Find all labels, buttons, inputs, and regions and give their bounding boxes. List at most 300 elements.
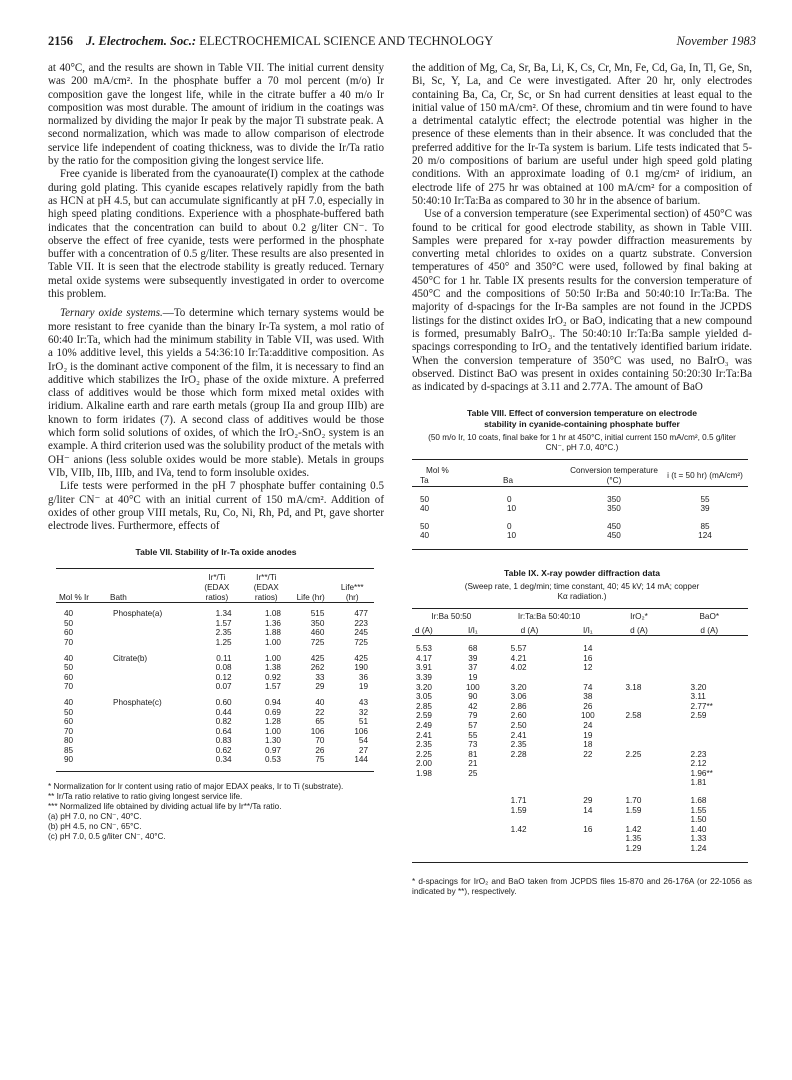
table-cell [412, 825, 455, 835]
table-cell: 22 [583, 749, 593, 759]
table-cell: 1.00 [265, 726, 281, 736]
table9-group-header: Ir:Ta:Ba 50:40:10 [517, 611, 581, 621]
table-cell: 144 [354, 755, 368, 765]
table-cell: 1.57 [215, 618, 232, 628]
table-cell [412, 796, 455, 806]
table-row [412, 844, 748, 854]
table-cell: 2.50 [510, 720, 527, 730]
table-row [412, 531, 748, 541]
table9 [412, 608, 748, 863]
table-cell: 1.33 [690, 834, 707, 844]
table-cell: 36 [358, 672, 368, 682]
table-cell: 29 [315, 682, 325, 692]
empty-cell [107, 717, 192, 727]
table-cell [607, 702, 670, 712]
table-cell: 3.18 [625, 682, 642, 692]
table9-group-header: Ir:Ba 50:50 [431, 611, 472, 621]
table-cell: 2.00 [416, 759, 432, 769]
table-cell: 477 [354, 609, 368, 619]
table-cell: 3.20 [690, 682, 707, 692]
table-cell: 3.20 [416, 682, 432, 692]
table-row [412, 654, 748, 664]
table-cell: 4.17 [416, 653, 432, 663]
table-cell: 24 [583, 720, 593, 730]
footnote: *** Normalized life obtained by dividing actual life by Ir**/Ta ratio. [48, 802, 282, 812]
table-cell [607, 778, 670, 788]
table-cell [671, 663, 748, 673]
table-cell [671, 654, 748, 664]
paragraph: at 40°C, and the results are shown in Table VII. The initial current density was 200 mA/cm². In the phosphate buffer a 70 mol percent (m/o) Ir composition gave the longest life, while in the citrate buffer a 40 m/o Ir composition was most durable. The amount of iridium in the coatings was normalized by dividing the major Ir peak by the major Ti substrate peak. A second normalization, which was made to allow comparison of electrode service life independent of coating thickness, was to divide the Ir/Ta ratio by the ratio for the composition giving the longest service life. [48, 62, 384, 168]
table-cell: 1.88 [265, 628, 281, 638]
table-cell: 10 [507, 531, 517, 541]
table-cell: 4.21 [510, 653, 527, 663]
table-cell: 70 [315, 736, 325, 746]
table-cell: 2.85 [416, 701, 432, 711]
table-row [412, 721, 748, 731]
table-cell: 100 [581, 711, 595, 721]
table9-col-header: d (A) [700, 625, 719, 635]
right-column [412, 62, 752, 897]
table-cell: 2.59 [416, 711, 432, 721]
table-cell: 25 [468, 768, 478, 778]
table-cell: 1.34 [215, 609, 232, 619]
table-cell: 38 [583, 692, 593, 702]
table-row [412, 644, 748, 654]
empty-cell [107, 708, 192, 718]
table-cell: 2.25 [625, 749, 642, 759]
table-row [412, 750, 748, 760]
table-row [412, 731, 748, 741]
table-row [412, 778, 748, 788]
table-cell: 12 [583, 663, 593, 673]
table-row [412, 495, 748, 505]
table-cell: 0.08 [215, 663, 232, 673]
table-cell: 1.50 [690, 815, 707, 825]
table-cell: 50 [64, 707, 74, 717]
table-cell: 90 [468, 692, 478, 702]
table-cell: 3.06 [510, 692, 527, 702]
table8-header: Ta [420, 476, 429, 486]
table-cell: 2.60 [510, 711, 527, 721]
table-cell [607, 731, 670, 741]
table9-footnote: * d-spacings for IrO₂ and BaO taken from JCPDS files 15-870 and 26-176A (or 22-1056 as indicated by **), respectively. [412, 876, 752, 896]
table-row [412, 769, 748, 779]
table-cell: 1.00 [265, 637, 281, 647]
table-cell: 1.68 [690, 796, 707, 806]
table-cell [455, 796, 491, 806]
table-row [412, 504, 748, 514]
table-cell [671, 731, 748, 741]
table7-header: Ir**/Ti (EDAX ratios) [253, 573, 279, 602]
table-cell [455, 806, 491, 816]
table-cell: 460 [310, 628, 325, 638]
table-cell: 2.86 [510, 701, 527, 711]
table-cell: 3.11 [690, 692, 706, 702]
table-cell: 16 [583, 824, 593, 834]
table-cell: 2.58 [625, 711, 642, 721]
table-cell: 60 [64, 717, 74, 727]
spacer-row [56, 765, 374, 772]
table-cell: 0.11 [216, 653, 232, 663]
table-cell: 40 [420, 531, 430, 541]
table-row [412, 673, 748, 683]
table-cell [607, 759, 670, 769]
table-cell [491, 834, 569, 844]
table-cell: 5.53 [416, 644, 432, 654]
table9-col-header: d (A) [520, 625, 539, 635]
table-cell: 0.64 [215, 726, 232, 736]
table-cell: 85 [64, 745, 74, 755]
table-cell: 0.94 [265, 697, 281, 707]
table-row [56, 609, 374, 619]
table-cell: 40 [64, 697, 74, 707]
table9-col-header: I/I₁ [468, 625, 478, 635]
table-cell: 40 [64, 609, 74, 619]
table-cell: 22 [315, 707, 325, 717]
table-cell: 3.05 [416, 692, 432, 702]
table-cell: 55 [700, 494, 710, 504]
table-cell: 19 [583, 730, 593, 740]
issue-date: November 1983 [676, 34, 756, 48]
table-cell: 1.00 [265, 653, 281, 663]
table-cell: 1.24 [690, 844, 707, 854]
table-cell: 70 [64, 682, 74, 692]
table-cell: 450 [607, 521, 621, 531]
table-cell: Citrate(b) [113, 653, 148, 663]
table-cell: 60 [64, 672, 74, 682]
table-cell: 14 [583, 805, 593, 815]
table-row [412, 796, 748, 806]
table-row [56, 746, 374, 756]
table8-subcaption: (50 m/o Ir, 10 coats, final bake for 1 hr at 450°C, initial current 150 mA/cm², 0.5 g/liter CN⁻, pH 7.0, 40°C.) [428, 433, 736, 453]
table-cell: 43 [358, 697, 368, 707]
table-cell [491, 769, 569, 779]
table-cell: 1.29 [625, 844, 642, 854]
table-cell [568, 759, 607, 769]
table-cell: 14 [583, 644, 593, 654]
table9-subcaption: (Sweep rate, 1 deg/min; time constant, 40; 45 kV; 14 mA; copper Kα radiation.) [464, 581, 700, 601]
table7-header: Bath [110, 592, 127, 602]
table-cell: 0.44 [215, 707, 232, 717]
table-cell: 10 [507, 504, 517, 514]
table-cell: 124 [698, 531, 712, 541]
table-cell: 262 [310, 663, 325, 673]
table-cell [607, 673, 670, 683]
table-cell [491, 778, 569, 788]
table-cell: 40 [64, 653, 74, 663]
table7-caption: Table VII. Stability of Ir-Ta oxide anodes [135, 547, 297, 558]
table-cell: 74 [583, 682, 593, 692]
table-cell: 50 [420, 521, 430, 531]
table-cell: 2.41 [416, 730, 432, 740]
table-cell: 1.71 [510, 796, 527, 806]
table-cell [568, 844, 607, 854]
table-cell: 26 [315, 745, 325, 755]
table-cell: 1.81 [690, 778, 707, 788]
table-cell: 100 [466, 682, 480, 692]
table7-header: Mol % Ir [59, 592, 90, 602]
paragraph: the addition of Mg, Ca, Sr, Ba, Li, K, Cs, Cr, Mn, Fe, Cd, Ga, In, Tl, Ge, Sn, Bi, Sc, Y, La, and Ce were investigated. After 20 hr, only electrodes containing Ba, Ca, Cr, Sc, or Sn had current densities at least equal to the initial value of 150 mA/cm². Of these, chromium and tin were found to have a detrimental catalytic effect; the electrode potential was higher in the presence of these elements than in their absence. It was concluded that the preferred additive for the Ir-Ta system is barium. Life tests indicated that 5-20 m/o compositions of barium are useful under high speed gold plating conditions. With an approximate loading of 0.1 mg/cm² of iridium, an electrode life of 275 hr was obtained at 100 mA/cm² for a composition of 50:40:10 Ir:Ta:Ba as compared to 30 hr in the absence of barium. [412, 62, 752, 207]
table-row [56, 619, 374, 629]
table-cell: 1.42 [625, 824, 642, 834]
table-cell: 0.82 [215, 717, 232, 727]
table-cell: 1.38 [265, 663, 281, 673]
table-cell [412, 844, 455, 854]
table-cell: 19 [468, 672, 478, 682]
table-cell: 90 [64, 755, 74, 765]
table7-header: Ir*/Ti (EDAX ratios) [204, 573, 230, 602]
table-cell: 1.98 [416, 768, 432, 778]
table-cell: 3.91 [416, 663, 432, 673]
table-cell [568, 769, 607, 779]
table-cell [491, 815, 569, 825]
table-cell [455, 815, 491, 825]
table7 [56, 568, 374, 772]
table-cell [607, 721, 670, 731]
footnote: (a) pH 7.0, no CN⁻, 40°C. [48, 812, 142, 822]
table-row [412, 692, 748, 702]
table-cell: 3.39 [416, 672, 432, 682]
table-cell: 725 [310, 637, 325, 647]
table8-header: Ba [503, 476, 514, 486]
table-cell: 40 [420, 504, 430, 514]
table-cell: 725 [354, 637, 368, 647]
table-cell [607, 663, 670, 673]
table-row [56, 638, 374, 648]
table-row [412, 711, 748, 721]
empty-cell [107, 628, 192, 638]
table-cell: 425 [310, 653, 325, 663]
table-cell [412, 815, 455, 825]
table-cell: 0.92 [265, 672, 281, 682]
table-cell: 1.57 [265, 682, 281, 692]
table-cell: 0 [507, 494, 512, 504]
table-row [412, 815, 748, 825]
table-cell: 42 [468, 701, 478, 711]
table-cell: 2.59 [690, 711, 707, 721]
empty-cell [107, 619, 192, 629]
table-cell [607, 654, 670, 664]
paragraph: Use of a conversion temperature (see Experimental section) of 450°C was found to be critical for good electrode stability, as shown in Table VIII. Samples were prepared for x-ray powder diffraction measurements by converting metal chlorides to oxides on a quartz substrate. Conversion temperatures of 450° and 350°C were used, followed by final baking at 450°C for 1 hr. Table IX presents results for the conversion temperature of 450°C and the compositions of 50:50 Ir:Ba and 50:40:10 Ir:Ta:Ba. The majority of d-spacings for the Ir-Ba samples are not found in the JCPDS listings for the distinct oxides IrO₂ or BaO, indicating that a new compound is formed, presumably BaIrO₃. The 50:40:10 Ir:Ta:Ba sample yielded d-spacings corresponding to IrO₂ and the tentatively identified barium iridate. When the conversion temperature of 350°C was used, no BaIrO₃ was observed. Distinct BaO was present in oxides containing 50:20:30 Ir:Ta:Ba as indicated by d-spacings at 3.11 and 2.77A. The amount of BaO [412, 208, 752, 394]
table-row [56, 673, 374, 683]
footnote: (c) pH 7.0, 0.5 g/liter CN⁻, 40°C. [48, 832, 166, 842]
table-cell: 16 [583, 653, 593, 663]
spacer-row [412, 636, 748, 645]
table8-header: Conversion temperature (°C) [570, 466, 658, 486]
table-cell: 68 [468, 644, 478, 654]
table-cell: 54 [358, 736, 368, 746]
table-cell [671, 740, 748, 750]
table-cell: 1.30 [265, 736, 281, 746]
paragraph-text: —To determine which ternary systems would be more resistant to free cyanide than the binary Ir-Ta system, a mol ratio of 60:40 Ir:Ta, which had the minimum stability in Table VII, was used. With a 10% additive level, this yields a 54:36:10 Ir:Ta:additive composition. As IrO₂ is the dominant active component of the film, it is necessary to find an additive which stabilizes the IrO₂ phase of the oxide mixture. A preferred class of additives would be those which form mixed metal oxides with iridium. Alkaline earth and rare earth metals (group IIa and group IIIb) are known to form iridates (7). A second class of additives would be those which form solid solutions of oxides, of which the IrO₂-SnO₂ system is an example. A third criterion used was the solubility product of the metals with OH⁻ anions (less soluble oxides would be more stable). Metals in groups VIb, VIIb, IIb, IIIb, and IVa, tend to form insoluble oxides. [48, 307, 384, 479]
table-cell: 73 [468, 740, 478, 750]
left-column [48, 62, 384, 842]
table-cell [455, 844, 491, 854]
table-row [56, 708, 374, 718]
page-number: 2156 [48, 34, 73, 48]
table-cell [491, 844, 569, 854]
table9-col-header: d (A) [630, 625, 648, 635]
table-cell: 75 [315, 755, 325, 765]
table-cell: 18 [583, 740, 593, 750]
table-cell: 50 [420, 494, 430, 504]
table-row [56, 727, 374, 737]
table-cell: 85 [700, 521, 710, 531]
table-cell: 1.96** [690, 768, 713, 778]
table-cell: 70 [64, 726, 74, 736]
table-cell: 425 [354, 653, 368, 663]
table-cell: 32 [358, 707, 368, 717]
table-cell [455, 825, 491, 835]
table-cell: 0.34 [215, 755, 232, 765]
table-row [412, 759, 748, 769]
paragraph: Life tests were performed in the pH 7 phosphate buffer containing 0.5 g/liter CN⁻ at 40°C with an initial current of 150 mA/cm². Addition of oxides of other group VIII metals, Ru, Co, Ni, Rh, Pd, and Pt, gave shorter electrode lives. Furthermore, effects of [48, 480, 384, 533]
table-cell: 27 [358, 745, 368, 755]
table-cell: 515 [310, 609, 325, 619]
table-cell: 40 [315, 697, 325, 707]
table-cell: 1.08 [265, 609, 281, 619]
table-row [412, 806, 748, 816]
table-cell: 0.69 [265, 707, 281, 717]
footnote: * Normalization for Ir content using ratio of major EDAX peaks, Ir to Ti (substrate). [48, 782, 344, 792]
table-row [56, 628, 374, 638]
table-cell: 3.20 [510, 682, 527, 692]
table-cell [568, 778, 607, 788]
table-cell: 55 [468, 730, 478, 740]
table-cell: 0.12 [215, 672, 232, 682]
journal-abbrev: J. Electrochem. Soc.: [86, 34, 197, 48]
empty-cell [107, 746, 192, 756]
spacer-row [412, 788, 748, 796]
table-row [56, 698, 374, 708]
table-cell [671, 721, 748, 731]
table9-caption: Table IX. X-ray powder diffraction data [504, 567, 660, 578]
empty-cell [107, 727, 192, 737]
table-cell [455, 778, 491, 788]
table8-header: Mol % [426, 466, 449, 476]
table9-group-header: IrO₂* [630, 611, 648, 621]
table-cell: 1.25 [215, 637, 232, 647]
table-cell: 33 [315, 672, 325, 682]
table-cell: 2.41 [510, 730, 527, 740]
table-cell: 70 [64, 637, 74, 647]
table-cell: 50 [64, 618, 74, 628]
table-cell: 19 [358, 682, 368, 692]
table-cell: 57 [468, 720, 478, 730]
table-cell: 0 [507, 521, 512, 531]
table-cell: 1.40 [690, 824, 707, 834]
table9-col-header: d (A) [415, 625, 433, 635]
table-cell: 2.77** [690, 701, 713, 711]
table-cell: 2.23 [690, 749, 707, 759]
table-cell [607, 769, 670, 779]
table-cell: 81 [468, 749, 478, 759]
table-cell [412, 806, 455, 816]
table-cell: 1.28 [265, 717, 281, 727]
table-row [412, 825, 748, 835]
table-cell: 450 [607, 531, 621, 541]
table-cell: 60 [64, 628, 74, 638]
table-cell: 1.35 [625, 834, 642, 844]
table-row [412, 740, 748, 750]
empty-cell [107, 755, 192, 765]
table-cell: 106 [354, 726, 368, 736]
table-cell: 0.53 [265, 755, 281, 765]
table-cell [607, 815, 670, 825]
table-cell: 350 [607, 504, 621, 514]
table-cell: 65 [315, 717, 325, 727]
table-cell [455, 834, 491, 844]
table-cell [568, 815, 607, 825]
table-cell: Phosphate(a) [113, 609, 163, 619]
table-cell [568, 673, 607, 683]
table8-header: i (t = 50 hr) (mA/cm²) [667, 471, 743, 481]
table-cell: 1.42 [510, 824, 527, 834]
empty-cell [107, 638, 192, 648]
table-row [56, 654, 374, 664]
table-cell: 51 [358, 717, 368, 727]
table-cell [671, 673, 748, 683]
table-row [412, 834, 748, 844]
footnote: ** Ir/Ta ratio relative to ratio giving longest service life. [48, 792, 243, 802]
empty-cell [107, 682, 192, 692]
table-cell [568, 834, 607, 844]
table-row [412, 683, 748, 693]
journal-title [86, 34, 493, 49]
paragraph: Free cyanide is liberated from the cyanoaurate(I) complex at the cathode during gold plating. This cyanide escapes relatively rapidly from the bath as HCN at pH 4.5, but can accumulate significantly at pH 7.0, especially in high speed plating conditions. Experience with a phosphate-buffered bath indicates that the concentration can build to about 0.2 g/liter CN⁻. To observe the effect of free cyanide, tests were performed in the phosphate buffer with a concentration of 0.5 g/liter. These results are also presented in Table VII. It is seen that the electrode stability is greatly reduced. Ternary metal oxide systems were subsequently investigated in order to overcome this problem. [48, 168, 384, 301]
table-row [412, 522, 748, 532]
table7-header: Life*** (hr) [340, 582, 364, 602]
table-cell: 2.49 [416, 720, 432, 730]
table-cell: 223 [354, 618, 368, 628]
table-cell: 39 [468, 653, 478, 663]
table-cell: 350 [607, 494, 621, 504]
empty-cell [107, 736, 192, 746]
table-cell: 190 [354, 663, 368, 673]
journal-section: ELECTROCHEMICAL SCIENCE AND TECHNOLOGY [199, 34, 494, 48]
empty-cell [107, 663, 192, 673]
page-header [48, 34, 756, 52]
spacer-row [412, 514, 748, 522]
table-cell: 50 [64, 663, 74, 673]
table-cell [412, 834, 455, 844]
empty-cell [107, 673, 192, 683]
section-heading: Ternary oxide systems. [60, 307, 163, 320]
table-cell: 1.59 [510, 805, 527, 815]
table-cell [491, 759, 569, 769]
table-cell [491, 673, 569, 683]
table-cell: 2.28 [510, 749, 527, 759]
table-cell [607, 740, 670, 750]
table-cell: 0.83 [215, 736, 232, 746]
table-cell: 2.35 [510, 740, 527, 750]
table7-header: Life (hr) [296, 592, 325, 602]
table-cell: 0.07 [215, 682, 232, 692]
table-cell: 0.97 [265, 745, 281, 755]
table-cell: 2.35 [416, 740, 432, 750]
table-row [412, 702, 748, 712]
table-row [56, 736, 374, 746]
table-cell: 29 [583, 796, 593, 806]
table-cell: 0.62 [215, 745, 232, 755]
table-cell: 350 [310, 618, 325, 628]
table8-caption: Table VIII. Effect of conversion temperature on electrode stability in cyanide-containing phosphate buffer [466, 408, 698, 430]
table-cell: 80 [64, 736, 74, 746]
table9-group-header: BaO* [699, 611, 720, 621]
table-cell: 1.36 [265, 618, 281, 628]
table-cell: 37 [468, 663, 478, 673]
table9-col-header: I/I₁ [583, 625, 593, 635]
